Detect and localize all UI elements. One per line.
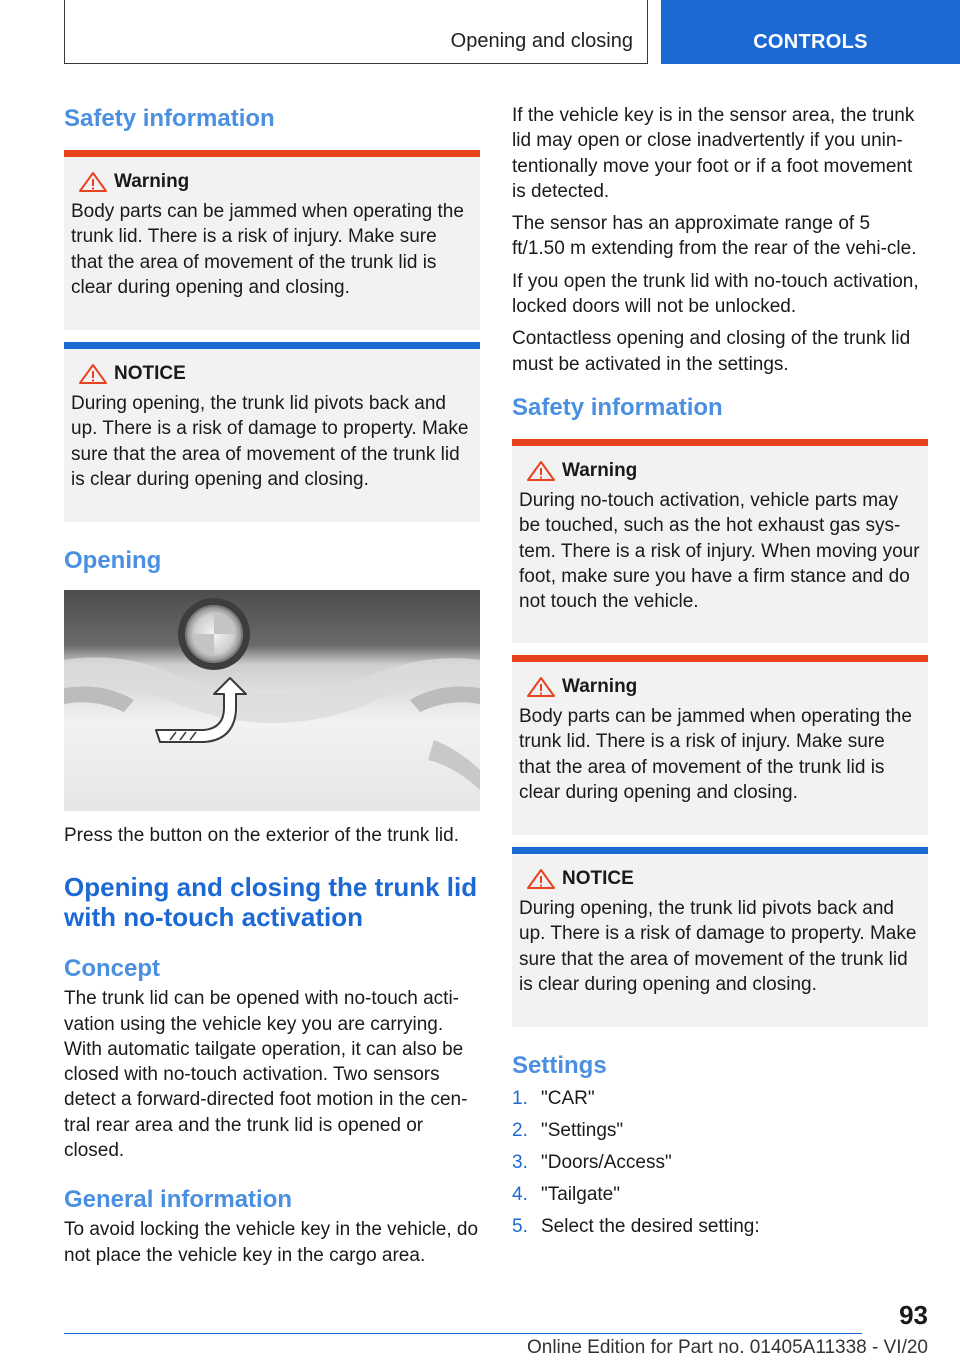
notice-body: During opening, the trunk lid pivots back and up. There is a risk of damage to property. Make sure that the area of movement of the trunk lid is clear during opening and closing.: [71, 393, 469, 490]
notice-box-2: [512, 847, 928, 1027]
settings-heading: Settings: [512, 1051, 607, 1079]
header-section-box: [64, 0, 648, 64]
right-column: [512, 96, 928, 1243]
list-item: [512, 1115, 928, 1147]
footer-divider: [64, 1333, 862, 1334]
concept-heading: Concept: [64, 955, 160, 983]
locked-doors-text: If you open the trunk lid with no-touch activation, locked doors will not be unlocked.: [512, 270, 919, 318]
settings-steps: [512, 1083, 928, 1243]
notice-title: NOTICE: [562, 867, 634, 889]
footer-edition: Online Edition for Part no. 01405A11338 - VI/20: [526, 1337, 928, 1358]
warning-triangle-icon: [524, 868, 558, 890]
header-chapter-tab[interactable]: [661, 0, 960, 64]
press-button-text: Press the button on the exterior of the trunk lid.: [64, 825, 460, 846]
sensor-area-text: If the vehicle key is in the sensor area, the trunk lid may open or close inadvertently if you unin-tentionally move your foot or if a foot movement is detected.: [512, 105, 915, 202]
list-item: [512, 1147, 928, 1179]
warning-triangle-icon: [524, 676, 558, 698]
general-info-heading: General information: [64, 1186, 293, 1214]
activation-settings-text: Contactless opening and closing of the trunk lid must be activated in the settings.: [512, 328, 911, 375]
header-chapter-label: CONTROLS: [753, 31, 868, 53]
warning-body: Body parts can be jammed when operating the trunk lid. There is a risk of injury. Make sure that the area of movement of the trunk lid is clear during opening and closing.: [519, 705, 912, 803]
warning-triangle-icon: [524, 460, 558, 482]
opening-heading: Opening: [64, 547, 162, 574]
step-text: "Doors/Access": [541, 1151, 672, 1173]
warning-triangle-icon: [76, 363, 110, 385]
warning-box-2: [512, 439, 928, 643]
step-number: 2.: [512, 1119, 528, 1141]
warning-box-3: [512, 655, 928, 835]
notice-box-1: [64, 342, 480, 522]
left-column: [64, 96, 480, 1268]
notouch-heading: Opening and closing the trunk lid with no-touch activation: [64, 872, 478, 933]
safety-heading-left: Safety information: [64, 105, 275, 132]
step-text: "Settings": [541, 1119, 624, 1141]
notice-body: During opening, the trunk lid pivots back and up. There is a risk of damage to property. Make sure that the area of movement of the trunk lid is clear during opening and closing.: [519, 897, 917, 995]
warning-box-1: [64, 150, 480, 330]
warning-title: Warning: [114, 171, 190, 192]
notice-title: NOTICE: [114, 363, 186, 384]
warning-body: Body parts can be jammed when operating the trunk lid. There is a risk of injury. Make sure that the area of movement of the trunk lid is clear during opening and closing.: [71, 201, 464, 298]
step-number: 3.: [512, 1151, 528, 1173]
warning-body: During no-touch activation, vehicle parts may be touched, such as the hot exhaust gas sys-tem. There is a risk of injury. When moving your foot, make sure you have a firm stance and do not touch the vehicle.: [519, 489, 920, 613]
step-text: Select the desired setting:: [541, 1215, 760, 1237]
warning-triangle-icon: [76, 171, 110, 193]
trunk-illustration: [64, 590, 480, 811]
list-item: [512, 1179, 928, 1211]
page-number: 93: [899, 1300, 928, 1330]
concept-text: The trunk lid can be opened with no-touch acti-vation using the vehicle key you are carrying. With automatic tailgate operation, it can also be closed with no-touch activation. Two sensors detect a forward-directed foot motion in the cen-tral rear area and the trunk lid is opened or closed.: [64, 988, 468, 1162]
step-number: 4.: [512, 1183, 528, 1205]
header-section-title: Opening and closing: [450, 30, 633, 52]
warning-title: Warning: [562, 459, 638, 481]
trunk-button-photo: [64, 590, 480, 811]
sensor-range-text: The sensor has an approximate range of 5 ft/1.50 m extending from the rear of the vehi-cle.: [512, 213, 917, 260]
list-item: [512, 1211, 928, 1243]
general-info-text: To avoid locking the vehicle key in the vehicle, do not place the vehicle key in the cargo area.: [64, 1219, 479, 1266]
warning-title: Warning: [562, 675, 638, 697]
step-text: "Tailgate": [541, 1183, 620, 1205]
safety-heading-right: Safety information: [512, 393, 723, 421]
step-number: 5.: [512, 1215, 528, 1237]
step-number: 1.: [512, 1087, 528, 1109]
list-item: [512, 1083, 928, 1115]
step-text: "CAR": [541, 1087, 595, 1109]
